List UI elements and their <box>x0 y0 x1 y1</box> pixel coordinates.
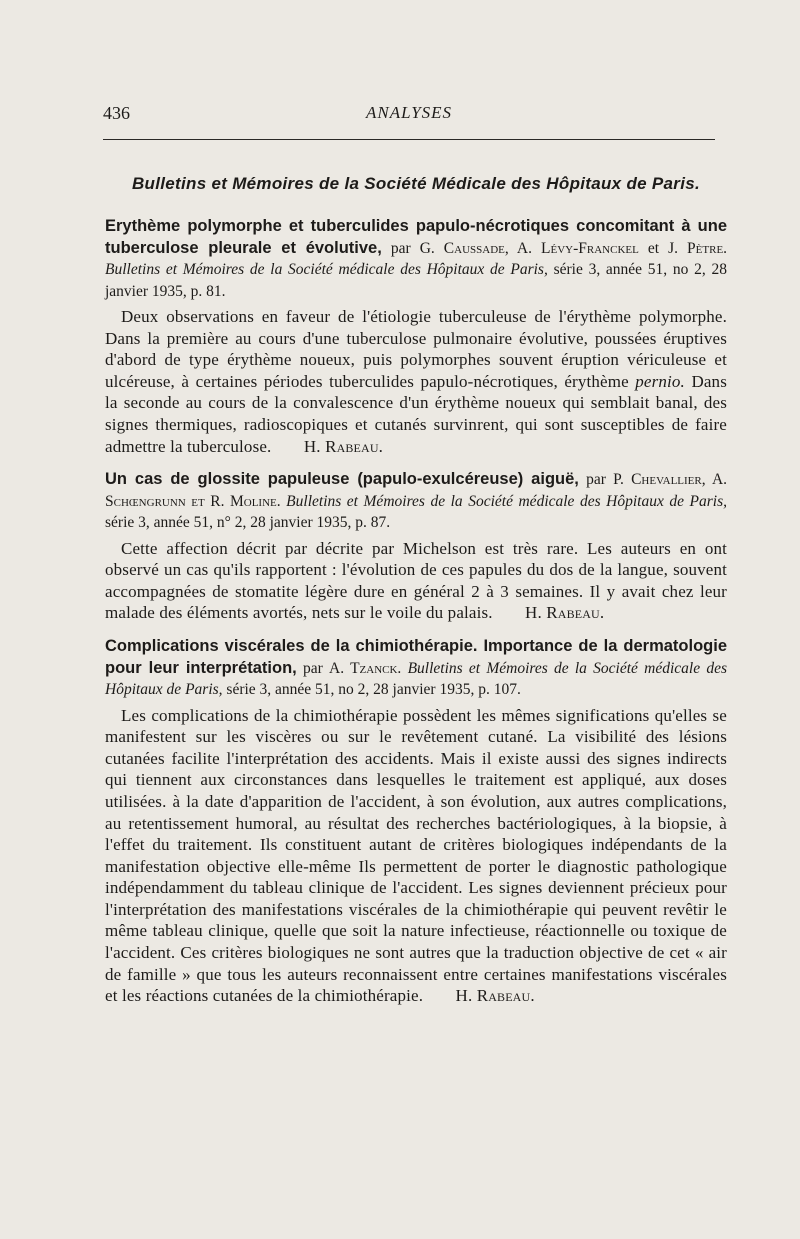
journal-title: Bulletins et Mémoires de la Société médicale des Hôpitaux de Paris, <box>286 492 727 510</box>
article-title: Complications viscérales de la chimiothérapie. Importance de la dermatologie pour leur interprétation, <box>105 637 727 677</box>
article-reference <box>105 469 727 534</box>
journal-title: Bulletins et Mémoires de la Société médicale des Hôpitaux de Paris, <box>105 261 548 278</box>
article-summary <box>105 538 727 624</box>
reviewer-signature: H. Rabeau. <box>455 986 535 1006</box>
par-word: par <box>303 659 323 677</box>
page-header <box>103 103 715 133</box>
article-authors: A. Tzanck. <box>329 659 402 677</box>
par-word: par <box>390 239 411 257</box>
summary-text: Deux observations en faveur de l'étiologie tuberculeuse de l'érythème polymorphe. Dans la première au cours d'une tuberculose pulmonaire évolutive, poussées éruptives d'abord de type érythème noueux, puis polymorphes souvent éruption vériculeuse et ulcéreuse, à certaines périodes tuberculides papulo-nécrotiques, érythème <box>105 307 727 391</box>
source-title: Bulletins et Mémoires de la Société Médicale des Hôpitaux de Paris. <box>131 174 701 193</box>
summary-text: Cette affection décrit par décrite par Michelson est très rare. Les auteurs en ont observé un cas qu'ils rapportent : l'évolution de ces papules du dos de la langue, souvent accompagnées de stomatite légère dure en général 2 à 3 semaines. Il y avait chez leur malade des éléments avortés, nets sur le voile du palais. <box>105 538 727 623</box>
article-3 <box>105 636 727 1007</box>
summary-text-2: Dans la seconde au cours de la convalescence d'un érythème noueux qui semblait banal, des signes thermiques, radioscopiques et cutanés survinrent, qui sont susceptibles de faire admettre la tuberculose. <box>105 371 727 456</box>
citation: série 3, année 51, no 2, 28 janvier 1935, p. 81. <box>105 261 727 300</box>
citation: série 3, année 51, n° 2, 28 janvier 1935, p. 87. <box>105 514 391 532</box>
article-reference <box>105 216 727 302</box>
article-authors-2: J. Pètre. <box>668 239 728 257</box>
article-2 <box>105 469 727 624</box>
summary-emphasis: pernio. <box>635 371 685 391</box>
article-summary <box>105 705 727 1007</box>
running-head: ANALYSES <box>365 103 453 122</box>
article-title: Erythème polymorphe et tuberculides papulo-nécrotiques concomitant à une tuberculose pleurale et évolutive, <box>105 217 727 257</box>
page-number: 436 <box>103 103 130 123</box>
article-title: Un cas de glossite papuleuse (papulo-exulcéreuse) aiguë, <box>105 470 579 489</box>
par-word: par <box>586 471 606 489</box>
article-authors: G. Caussade, A. Lévy-Franckel <box>419 239 639 257</box>
page-body <box>105 172 727 1019</box>
article-summary <box>105 306 727 457</box>
reviewer-signature: H. Rabeau. <box>525 603 605 623</box>
header-rule <box>103 139 715 140</box>
article-authors: P. Chevallier, A. Schœngrunn et R. Moline. <box>105 471 728 510</box>
and-word: et <box>647 239 660 257</box>
summary-text: Les complications de la chimiothérapie possèdent les mêmes significations qu'elles se manifestent sur les viscères ou sur le revêtement cutané. La visibilité des lésions cutanées facilite l'interprétation des accidents. Mais il existe aussi des signes indirects qui tiennent aux circonstances dans lesquelles le traitement est appliqué, aux doses utilisées. à la date d'apparition de l'accident, à son évolution, aux autres complications, au retentissement humoral, au résultat des recherches bactériologiques, à la biopsie, à l'effet du traitement. Ils constituent autant de critères biologiques indépendants de la manifestation objective elle-même Ils permettent de porter le diagnostic pathologique indépendamment du tableau clinique de l'accident. Les signes deviennent précieux pour l'interprétation des manifestations viscérales de la chimiothérapie qui peuvent revêtir le même tableau clinique, quelle que soit la nature infectieuse, réactionnelle ou toxique de l'accident. Ces critères biologiques ne sont autres que la traduction objective de cet « air de famille » que tous les auteurs reconnaissent entre certaines manifestations viscérales et les réactions cutanées de la chimiothérapie. <box>105 705 727 1006</box>
reviewer-signature: H. Rabeau. <box>303 436 384 456</box>
article-1 <box>105 216 727 457</box>
citation: série 3, année 51, no 2, 28 janvier 1935, p. 107. <box>226 681 521 699</box>
article-reference <box>105 636 727 701</box>
journal-title: Bulletins et Mémoires de la Société médicale des Hôpitaux de Paris, <box>105 659 728 699</box>
